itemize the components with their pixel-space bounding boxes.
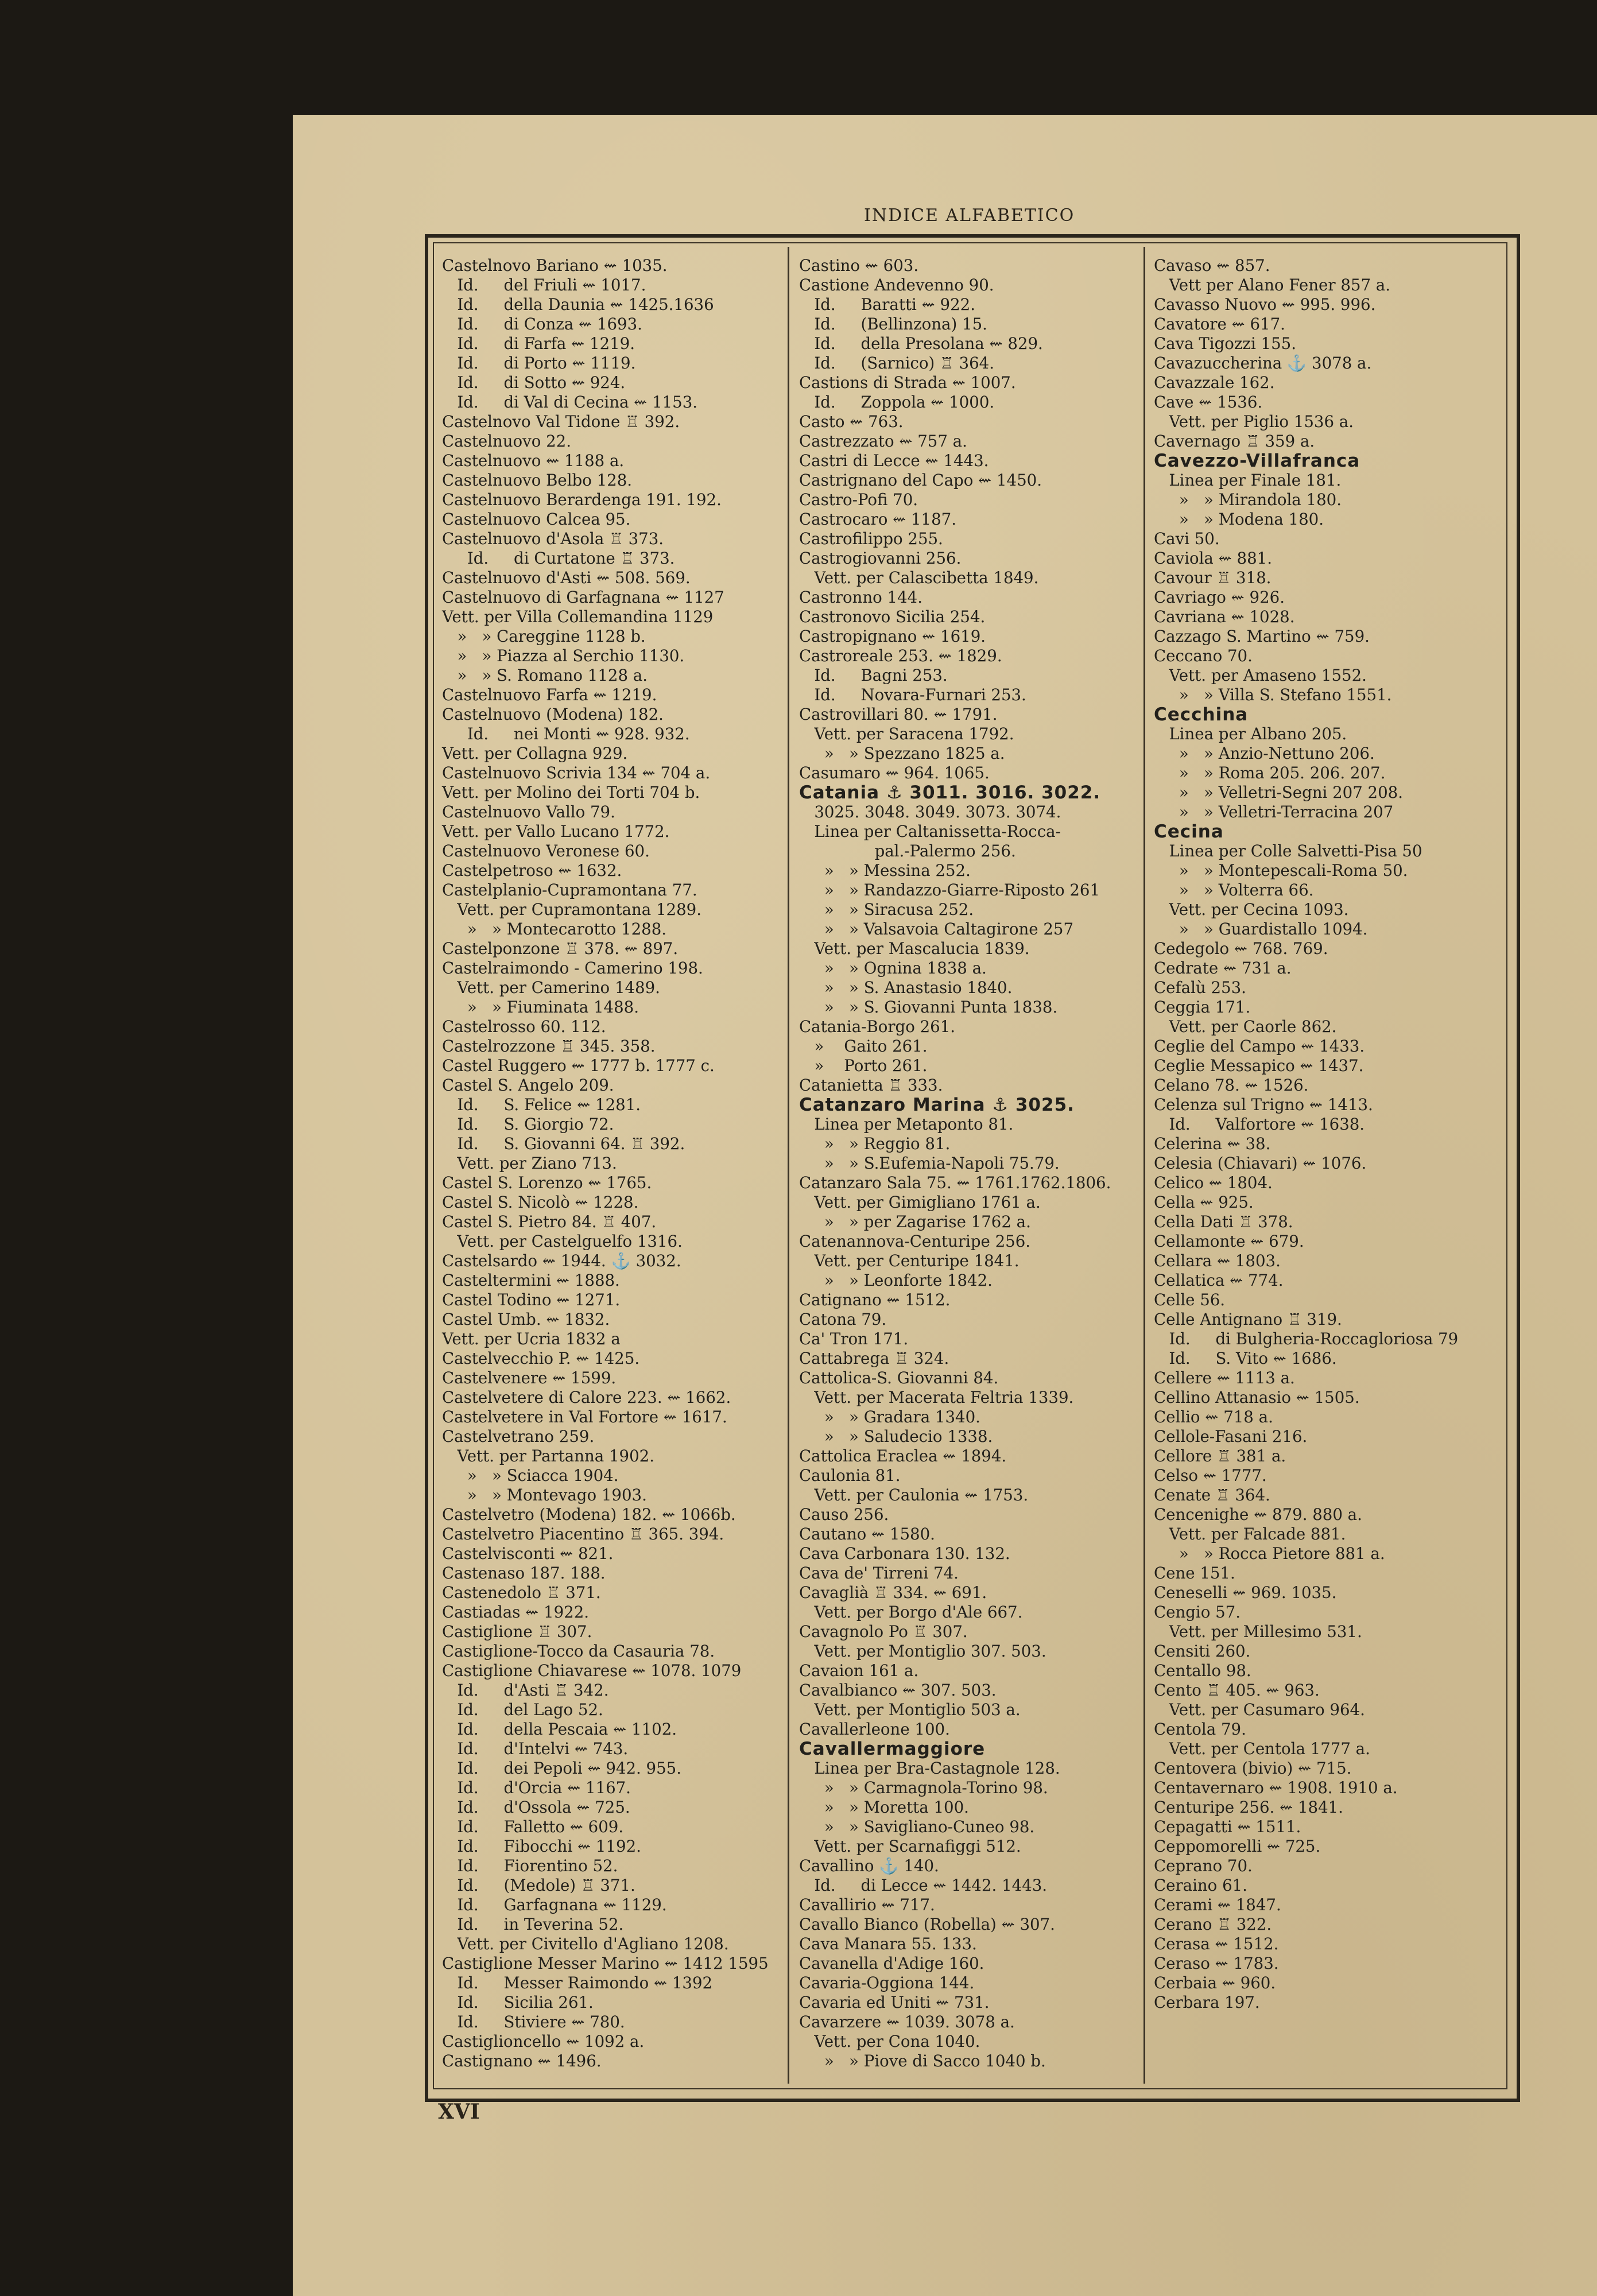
index-entry: Cavarzere ⇜ 1039. 3078 a. [799, 2012, 1015, 2031]
index-entry: » » Careggine 1128 b. [442, 627, 646, 646]
index-entry: Cattolica-S. Giovanni 84. [799, 1368, 999, 1387]
index-entry: Ceggia 171. [1154, 998, 1251, 1017]
index-entry: Vett. per Cecina 1093. [1154, 900, 1349, 919]
index-entry: » » Gradara 1340. [799, 1407, 980, 1426]
index-entry: Cellio ⇜ 718 a. [1154, 1407, 1273, 1426]
index-entry: Castelsardo ⇜ 1944. ⚓ 3032. [442, 1251, 681, 1270]
index-entry: Cellatica ⇜ 774. [1154, 1271, 1284, 1290]
index-entry: Cautano ⇜ 1580. [799, 1525, 935, 1543]
index-entry: » » Villa S. Stefano 1551. [1154, 685, 1392, 704]
index-entry: Castelvenere ⇜ 1599. [442, 1368, 617, 1387]
index-entry: Id. Messer Raimondo ⇜ 1392 [442, 1973, 713, 1992]
index-entry: Celano 78. ⇜ 1526. [1154, 1076, 1309, 1095]
index-entry: Castel Todino ⇜ 1271. [442, 1290, 621, 1309]
index-entry: » » Modena 180. [1154, 510, 1324, 529]
index-entry: Ca' Tron 171. [799, 1329, 909, 1348]
index-entry: Id. del Friuli ⇜ 1017. [442, 276, 646, 294]
index-entry: Castions di Strada ⇜ 1007. [799, 373, 1016, 392]
index-entry: Cellole-Fasani 216. [1154, 1427, 1308, 1446]
index-entry: Cavallirio ⇜ 717. [799, 1895, 935, 1914]
index-entry: Id. Bagni 253. [799, 666, 948, 685]
index-entry: Castino ⇜ 603. [799, 256, 919, 275]
index-entry: Castenaso 187. 188. [442, 1564, 606, 1583]
index-entry: » » Montecarotto 1288. [442, 920, 667, 938]
index-entry: Castrofilippo 255. [799, 529, 943, 548]
index-entry: Cavallo Bianco (Robella) ⇜ 307. [799, 1915, 1055, 1934]
index-entry: Vett. per Montiglio 503 a. [799, 1700, 1021, 1719]
index-entry: Id. d'Asti ♖ 342. [442, 1681, 609, 1700]
index-entry: Celesia (Chiavari) ⇜ 1076. [1154, 1154, 1367, 1173]
index-entry: Celle 56. [1154, 1290, 1226, 1309]
index-entry: Cave ⇜ 1536. [1154, 393, 1263, 412]
index-entry: 3025. 3048. 3049. 3073. 3074. [799, 802, 1061, 821]
index-entry: Catanzaro Marina ⚓ 3025. [799, 1095, 1075, 1115]
index-entry: Celerina ⇜ 38. [1154, 1134, 1271, 1153]
index-entry: Castro-Pofi 70. [799, 490, 918, 509]
index-entry: Id. di Farfa ⇜ 1219. [442, 334, 635, 353]
index-entry: » » S. Anastasio 1840. [799, 978, 1013, 997]
index-entry: Centuripe 256. ⇜ 1841. [1154, 1798, 1343, 1817]
index-entry: Id. Zoppola ⇜ 1000. [799, 393, 995, 412]
index-entry: Castel S. Angelo 209. [442, 1076, 614, 1095]
index-entry: » Gaito 261. [799, 1037, 928, 1056]
index-entry: » » Roma 205. 206. 207. [1154, 763, 1386, 782]
index-entry: Ceppomorelli ⇜ 725. [1154, 1837, 1321, 1856]
index-entry: Castrezzato ⇜ 757 a. [799, 432, 967, 451]
index-entry: Linea per Bra-Castagnole 128. [799, 1759, 1060, 1778]
index-entry: Cedegolo ⇜ 768. 769. [1154, 939, 1328, 958]
index-entry: Cavour ♖ 318. [1154, 568, 1272, 587]
index-entry: Castronovo Sicilia 254. [799, 607, 986, 626]
index-entry: » » Valsavoia Caltagirone 257 [799, 920, 1073, 938]
index-entry: Vett. per Molino dei Torti 704 b. [442, 783, 700, 802]
index-entry: pal.-Palermo 256. [799, 841, 1016, 860]
index-entry: Castelnuovo d'Asti ⇜ 508. 569. [442, 568, 691, 587]
column-divider [1144, 247, 1145, 2084]
index-entry: Castelvecchio P. ⇜ 1425. [442, 1349, 640, 1368]
index-entry: Linea per Metaponto 81. [799, 1115, 1014, 1134]
index-entry: Ceccano 70. [1154, 646, 1253, 665]
index-entry: Linea per Finale 181. [1154, 471, 1342, 490]
index-entry: » » Mirandola 180. [1154, 490, 1342, 509]
index-entry: Vett. per Vallo Lucano 1772. [442, 822, 670, 841]
index-entry: Vett. per Villa Collemandina 1129 [442, 607, 714, 626]
index-entry: Castenedolo ♖ 371. [442, 1583, 601, 1602]
index-entry: » » Reggio 81. [799, 1134, 951, 1153]
index-entry: Centavernaro ⇜ 1908. 1910 a. [1154, 1778, 1398, 1797]
index-entry: Id. S. Felice ⇜ 1281. [442, 1095, 641, 1114]
index-entry: Castignano ⇜ 1496. [442, 2051, 602, 2070]
index-entry: Id. della Pescaia ⇜ 1102. [442, 1720, 677, 1739]
index-entry: Castrovillari 80. ⇜ 1791. [799, 705, 998, 724]
index-entry: Causo 256. [799, 1505, 889, 1524]
index-entry: Cellore ♖ 381 a. [1154, 1446, 1286, 1465]
index-entry: Cavasso Nuovo ⇜ 995. 996. [1154, 295, 1376, 314]
index-entry: Censiti 260. [1154, 1642, 1251, 1661]
index-entry: Linea per Caltanissetta-Rocca- [799, 822, 1061, 841]
index-entry: Cavagnolo Po ♖ 307. [799, 1622, 968, 1641]
index-entry: » » Messina 252. [799, 861, 971, 880]
index-column-1 [442, 256, 784, 2071]
index-entry: Casumaro ⇜ 964. 1065. [799, 763, 990, 782]
column-divider [788, 247, 789, 2084]
index-entry: Id. di Lecce ⇜ 1442. 1443. [799, 1876, 1048, 1895]
index-entry: Cavaso ⇜ 857. [1154, 256, 1270, 275]
index-entry: Castelnuovo ⇜ 1188 a. [442, 451, 625, 470]
index-entry: » » Volterra 66. [1154, 881, 1314, 899]
index-entry: Ceraino 61. [1154, 1876, 1247, 1895]
index-entry: Castelnuovo d'Asola ♖ 373. [442, 529, 664, 548]
index-entry: Castelnovo Val Tidone ♖ 392. [442, 412, 680, 431]
index-entry: Castelrozzone ♖ 345. 358. [442, 1037, 656, 1056]
index-entry: Cavalbianco ⇜ 307. 503. [799, 1681, 997, 1700]
index-entry: Vett. per Centola 1777 a. [1154, 1739, 1370, 1758]
index-column-3 [1154, 256, 1501, 2012]
index-entry: » » Fiuminata 1488. [442, 998, 639, 1017]
index-entry: Vett. per Caulonia ⇜ 1753. [799, 1486, 1029, 1504]
index-entry: Id. S. Giovanni 64. ♖ 392. [442, 1134, 685, 1153]
index-entry: Id. S. Vito ⇜ 1686. [1154, 1349, 1337, 1368]
index-entry: Cavazzale 162. [1154, 373, 1275, 392]
index-entry: Vett. per Civitello d'Agliano 1208. [442, 1934, 729, 1953]
index-entry: Cellino Attanasio ⇜ 1505. [1154, 1388, 1360, 1407]
index-entry: Id. di Curtatone ♖ 373. [442, 549, 675, 568]
index-entry: Celle Antignano ♖ 319. [1154, 1310, 1342, 1329]
index-entry: Casteltermini ⇜ 1888. [442, 1271, 620, 1290]
index-entry: Caviola ⇜ 881. [1154, 549, 1272, 568]
index-entry: » » Sciacca 1904. [442, 1466, 619, 1485]
index-entry: Cavazuccherina ⚓ 3078 a. [1154, 354, 1372, 373]
index-entry: Vett. per Calascibetta 1849. [799, 568, 1039, 587]
index-entry: Vett. per Saracena 1792. [799, 724, 1014, 743]
index-entry: Id. Garfagnana ⇜ 1129. [442, 1895, 667, 1914]
index-entry: Id. d'Ossola ⇜ 725. [442, 1798, 630, 1817]
index-entry: Cento ♖ 405. ⇜ 963. [1154, 1681, 1320, 1700]
index-entry: Castrogiovanni 256. [799, 549, 962, 568]
index-entry: » » Ognina 1838 a. [799, 959, 987, 978]
index-entry: Centovera (bivio) ⇜ 715. [1154, 1759, 1352, 1778]
index-entry: » » Montepescali-Roma 50. [1154, 861, 1408, 880]
index-entry: Vett. per Centuripe 1841. [799, 1251, 1020, 1270]
index-entry: Cavriago ⇜ 926. [1154, 588, 1285, 607]
index-entry: Cerano ♖ 322. [1154, 1915, 1272, 1934]
index-entry: Vett. per Macerata Feltria 1339. [799, 1388, 1074, 1407]
index-entry: Castelnuovo Veronese 60. [442, 841, 650, 860]
index-entry: Vett. per Piglio 1536 a. [1154, 412, 1354, 431]
index-entry: Castelvetro Piacentino ♖ 365. 394. [442, 1525, 724, 1543]
index-entry: Cella ⇜ 925. [1154, 1193, 1254, 1212]
index-entry: Vett. per Camerino 1489. [442, 978, 660, 997]
index-entry: Castelnuovo Calcea 95. [442, 510, 631, 529]
index-entry: Vett. per Falcade 881. [1154, 1525, 1346, 1543]
index-entry: Cefalù 253. [1154, 978, 1246, 997]
index-entry: Castiglione ♖ 307. [442, 1622, 592, 1641]
index-entry: Id. di Conza ⇜ 1693. [442, 315, 642, 333]
index-entry: Castelnuovo Belbo 128. [442, 471, 633, 490]
index-entry: Cerbara 197. [1154, 1993, 1260, 2012]
index-entry: Castelplanio-Cupramontana 77. [442, 881, 697, 899]
index-entry: Cava Manara 55. 133. [799, 1934, 977, 1953]
index-entry: Castroreale 253. ⇜ 1829. [799, 646, 1002, 665]
index-entry: Cavernago ♖ 359 a. [1154, 432, 1315, 451]
index-entry: Id. (Bellinzona) 15. [799, 315, 987, 333]
index-entry: Id. Baratti ⇜ 922. [799, 295, 975, 314]
index-entry: Id. Sicilia 261. [442, 1993, 594, 2012]
index-entry: » » Randazzo-Giarre-Riposto 261 [799, 881, 1100, 899]
index-entry: Cavallerleone 100. [799, 1720, 950, 1739]
index-entry: Cene 151. [1154, 1564, 1235, 1583]
index-entry: Celenza sul Trigno ⇜ 1413. [1154, 1095, 1373, 1114]
index-entry: » » Moretta 100. [799, 1798, 969, 1817]
index-entry: Cattolica Eraclea ⇜ 1894. [799, 1446, 1007, 1465]
index-entry: Catania ⚓ 3011. 3016. 3022. [799, 782, 1101, 803]
index-entry: Vett per Alano Fener 857 a. [1154, 276, 1390, 294]
index-entry: Castiglione Messer Marino ⇜ 1412 1595 [442, 1954, 769, 1973]
index-entry: Castrocaro ⇜ 1187. [799, 510, 956, 529]
index-entry: Vett. per Gimigliano 1761 a. [799, 1193, 1041, 1212]
index-entry: Castelvisconti ⇜ 821. [442, 1544, 614, 1563]
index-entry: Cedrate ⇜ 731 a. [1154, 959, 1292, 978]
index-entry: Castelnuovo Scrivia 134 ⇜ 704 a. [442, 763, 711, 782]
index-entry: Cavatore ⇜ 617. [1154, 315, 1285, 333]
index-entry: Id. Fiorentino 52. [442, 1856, 618, 1875]
index-entry: Vett. per Millesimo 531. [1154, 1622, 1362, 1641]
index-entry: Catignano ⇜ 1512. [799, 1290, 951, 1309]
index-entry: Castrignano del Capo ⇜ 1450. [799, 471, 1042, 490]
index-entry: Castiglione-Tocco da Casauria 78. [442, 1642, 715, 1661]
index-entry: Linea per Albano 205. [1154, 724, 1347, 743]
index-entry: Id. di Porto ⇜ 1119. [442, 354, 636, 373]
index-entry: » » S.Eufemia-Napoli 75.79. [799, 1154, 1060, 1173]
index-entry: Vett. per Collagna 929. [442, 744, 628, 763]
index-entry: Castronno 144. [799, 588, 922, 607]
index-entry: Castel S. Lorenzo ⇜ 1765. [442, 1173, 652, 1192]
index-entry: Cavaion 161 a. [799, 1661, 919, 1680]
index-entry: Castiglione Chiavarese ⇜ 1078. 1079 [442, 1661, 742, 1680]
index-entry: Castel S. Pietro 84. ♖ 407. [442, 1212, 657, 1231]
index-column-2 [799, 256, 1140, 2071]
index-entry: Castri di Lecce ⇜ 1443. [799, 451, 989, 470]
index-entry: Cavallermaggiore [799, 1739, 986, 1759]
index-entry: » » Spezzano 1825 a. [799, 744, 1005, 763]
index-entry: Vett. per Partanna 1902. [442, 1446, 654, 1465]
index-entry: Catona 79. [799, 1310, 887, 1329]
index-entry: Casto ⇜ 763. [799, 412, 904, 431]
index-entry: Cellara ⇜ 1803. [1154, 1251, 1281, 1270]
page-header: INDICE ALFABETICO [864, 205, 1075, 226]
index-entry: » » Savigliano-Cuneo 98. [799, 1817, 1035, 1836]
index-entry: » » Carmagnola-Torino 98. [799, 1778, 1048, 1797]
index-entry: Cerami ⇜ 1847. [1154, 1895, 1281, 1914]
index-entry: Vett. per Casumaro 964. [1154, 1700, 1365, 1719]
index-entry: Vett. per Mascalucia 1839. [799, 939, 1030, 958]
index-entry: Cellere ⇜ 1113 a. [1154, 1368, 1295, 1387]
index-entry: Id. (Medole) ♖ 371. [442, 1876, 635, 1895]
index-entry: Id. di Bulgheria-Roccagloriosa 79 [1154, 1329, 1459, 1348]
index-entry: Castel S. Nicolò ⇜ 1228. [442, 1193, 639, 1212]
index-entry: Castel Umb. ⇜ 1832. [442, 1310, 610, 1329]
index-entry: Cavriana ⇜ 1028. [1154, 607, 1295, 626]
index-entry: Cazzago S. Martino ⇜ 759. [1154, 627, 1370, 646]
index-entry: » » Velletri-Segni 207 208. [1154, 783, 1403, 802]
index-entry: Cavaria ed Uniti ⇜ 731. [799, 1993, 990, 2012]
index-entry: Id. del Lago 52. [442, 1700, 603, 1719]
index-entry: Castelrosso 60. 112. [442, 1017, 606, 1036]
index-entry: Id. della Daunia ⇜ 1425.1636 [442, 295, 714, 314]
index-entry: Vett. per Borgo d'Ale 667. [799, 1603, 1023, 1622]
index-entry: Cellamonte ⇜ 679. [1154, 1232, 1304, 1251]
index-entry: Caulonia 81. [799, 1466, 901, 1485]
index-entry: Celico ⇜ 1804. [1154, 1173, 1273, 1192]
index-entry: Id. Valfortore ⇜ 1638. [1154, 1115, 1365, 1134]
index-entry: Cerbaia ⇜ 960. [1154, 1973, 1276, 1992]
index-entry: Cecchina [1154, 704, 1249, 725]
index-entry: Castelnuovo Berardenga 191. 192. [442, 490, 722, 509]
index-entry: » » S. Giovanni Punta 1838. [799, 998, 1058, 1017]
index-entry: Ceneselli ⇜ 969. 1035. [1154, 1583, 1337, 1602]
index-entry: Id. d'Orcia ⇜ 1167. [442, 1778, 631, 1797]
index-entry: Id. di Sotto ⇜ 924. [442, 373, 626, 392]
index-entry: Id. dei Pepoli ⇜ 942. 955. [442, 1759, 681, 1778]
index-entry: Vett. per Cupramontana 1289. [442, 900, 701, 919]
index-entry: » » Guardistallo 1094. [1154, 920, 1368, 938]
index-entry: Castelnovo Bariano ⇜ 1035. [442, 256, 668, 275]
index-entry: » » per Zagarise 1762 a. [799, 1212, 1031, 1231]
index-entry: Castel Ruggero ⇜ 1777 b. 1777 c. [442, 1056, 715, 1075]
index-entry: Ceglie del Campo ⇜ 1433. [1154, 1037, 1365, 1056]
index-entry: Catenannova-Centuripe 256. [799, 1232, 1031, 1251]
index-entry: Castropignano ⇜ 1619. [799, 627, 986, 646]
index-entry: Ceglie Messapico ⇜ 1437. [1154, 1056, 1364, 1075]
index-entry: Centola 79. [1154, 1720, 1246, 1739]
index-entry: Cenate ♖ 364. [1154, 1486, 1270, 1504]
index-entry: Cava Carbonara 130. 132. [799, 1544, 1010, 1563]
index-entry: Cavallino ⚓ 140. [799, 1856, 939, 1875]
index-entry: Castelvetere in Val Fortore ⇜ 1617. [442, 1407, 727, 1426]
index-entry: Catanzaro Sala 75. ⇜ 1761.1762.1806. [799, 1173, 1111, 1192]
index-entry: Castelnuovo 22. [442, 432, 571, 451]
index-entry: Cavaria-Oggiona 144. [799, 1973, 975, 1992]
index-entry: Ceraso ⇜ 1783. [1154, 1954, 1279, 1973]
index-entry: » » Anzio-Nettuno 206. [1154, 744, 1375, 763]
index-entry: Castiglioncello ⇜ 1092 a. [442, 2032, 645, 2051]
index-entry: » Porto 261. [799, 1056, 928, 1075]
index-entry: Castelnuovo (Modena) 182. [442, 705, 664, 724]
index-entry: Ceprano 70. [1154, 1856, 1253, 1875]
index-entry: Castelnuovo Vallo 79. [442, 802, 615, 821]
index-entry: Vett. per Ucria 1832 a [442, 1329, 621, 1348]
index-entry: Vett. per Cona 1040. [799, 2032, 980, 2051]
index-entry: Id. Novara-Furnari 253. [799, 685, 1026, 704]
index-entry: Vett. per Ziano 713. [442, 1154, 617, 1173]
index-entry: Cengio 57. [1154, 1603, 1241, 1622]
index-entry: Cavaglià ♖ 334. ⇜ 691. [799, 1583, 987, 1602]
index-entry: Vett. per Montiglio 307. 503. [799, 1642, 1046, 1661]
index-entry: Castelponzone ♖ 378. ⇜ 897. [442, 939, 679, 958]
index-entry: Cattabrega ♖ 324. [799, 1349, 949, 1368]
index-entry: Catanietta ♖ 333. [799, 1076, 943, 1095]
index-entry: Id. della Presolana ⇜ 829. [799, 334, 1043, 353]
index-entry: Cella Dati ♖ 378. [1154, 1212, 1293, 1231]
index-entry: Cavi 50. [1154, 529, 1220, 548]
index-entry: » » Velletri-Terracina 207 [1154, 802, 1394, 821]
index-entry: Castelnuovo di Garfagnana ⇜ 1127 [442, 588, 724, 607]
index-entry: » » Piove di Sacco 1040 b. [799, 2051, 1046, 2070]
page-number: XVI [438, 2100, 480, 2124]
index-entry: » » Piazza al Serchio 1130. [442, 646, 685, 665]
index-entry: Castiadas ⇜ 1922. [442, 1603, 590, 1622]
index-entry: » » Saludecio 1338. [799, 1427, 993, 1446]
index-entry: Id. Stiviere ⇜ 780. [442, 2012, 625, 2031]
index-entry: » » Montevago 1903. [442, 1486, 647, 1504]
index-entry: » » Siracusa 252. [799, 900, 974, 919]
index-entry: Castelpetroso ⇜ 1632. [442, 861, 622, 880]
index-entry: » » Rocca Pietore 881 a. [1154, 1544, 1385, 1563]
index-entry: Castelvetro (Modena) 182. ⇜ 1066b. [442, 1505, 736, 1524]
index-entry: Castelvetere di Calore 223. ⇜ 1662. [442, 1388, 731, 1407]
index-entry: Cavanella d'Adige 160. [799, 1954, 984, 1973]
index-entry: Castione Andevenno 90. [799, 276, 994, 294]
index-entry: Castelnuovo Farfa ⇜ 1219. [442, 685, 657, 704]
index-entry: Cecina [1154, 821, 1224, 842]
index-entry: Cava de' Tirreni 74. [799, 1564, 959, 1583]
index-entry: Id. Fibocchi ⇜ 1192. [442, 1837, 641, 1856]
index-entry: » » Leonforte 1842. [799, 1271, 993, 1290]
index-entry: Cava Tigozzi 155. [1154, 334, 1296, 353]
index-entry: Cepagatti ⇜ 1511. [1154, 1817, 1301, 1836]
index-entry: Id. S. Giorgio 72. [442, 1115, 614, 1134]
index-entry: Centallo 98. [1154, 1661, 1251, 1680]
index-entry: Cavezzo-Villafranca [1154, 451, 1360, 471]
index-entry: Id. (Sarnico) ♖ 364. [799, 354, 994, 373]
index-entry: Id. in Teverina 52. [442, 1915, 624, 1934]
index-entry: Linea per Colle Salvetti-Pisa 50 [1154, 841, 1422, 860]
index-entry: Castelvetrano 259. [442, 1427, 595, 1446]
index-entry: Id. nei Monti ⇜ 928. 932. [442, 724, 690, 743]
index-entry: Vett. per Amaseno 1552. [1154, 666, 1367, 685]
index-entry: Vett. per Castelguelfo 1316. [442, 1232, 683, 1251]
index-entry: Id. di Val di Cecina ⇜ 1153. [442, 393, 698, 412]
index-entry: Castelraimondo - Camerino 198. [442, 959, 703, 978]
index-entry: Celso ⇜ 1777. [1154, 1466, 1267, 1485]
index-entry: Id. Falletto ⇜ 609. [442, 1817, 624, 1836]
index-entry: Id. d'Intelvi ⇜ 743. [442, 1739, 629, 1758]
index-entry: Catania-Borgo 261. [799, 1017, 956, 1036]
index-entry: Cerasa ⇜ 1512. [1154, 1934, 1279, 1953]
index-entry: Cencenighe ⇜ 879. 880 a. [1154, 1505, 1362, 1524]
index-entry: Vett. per Scarnafiggi 512. [799, 1837, 1021, 1856]
index-entry: Vett. per Caorle 862. [1154, 1017, 1337, 1036]
index-entry: » » S. Romano 1128 a. [442, 666, 648, 685]
